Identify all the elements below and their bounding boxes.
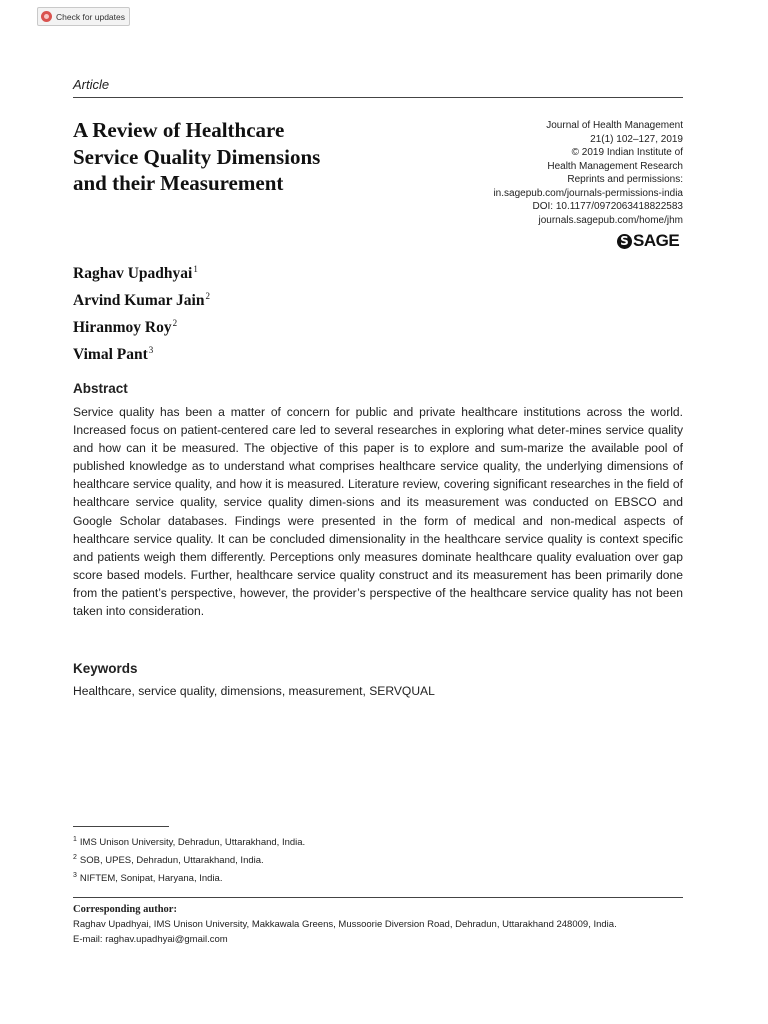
- journal-copyright: © 2019 Indian Institute of: [571, 147, 683, 158]
- title-line: and their Measurement: [73, 171, 284, 195]
- footnote-item: $^1$ IMS Unison University, Dehradun, Uttarakhand, India.: [73, 836, 306, 849]
- abstract-heading: Abstract: [73, 381, 128, 396]
- journal-info-block: [423, 119, 683, 227]
- journal-copyright-holder: Health Management Research: [547, 160, 683, 172]
- check-for-updates-button[interactable]: [37, 7, 130, 26]
- journal-permissions-link[interactable]: in.sagepub.com/journals-permissions-india: [493, 187, 683, 199]
- footnote-item: $^3$ NIFTEM, Sonipat, Haryana, India.: [73, 872, 223, 885]
- corresponding-address: Raghav Upadhyai, IMS Unison University, Makkawala Greens, Mussoorie Diversion Road, Dehradun, Uttarakhand 248009, India.: [73, 919, 617, 930]
- corresponding-author-block: [73, 902, 617, 947]
- article-title: [73, 117, 403, 197]
- affiliation-marker: 2: [205, 291, 210, 302]
- sage-mark-icon: S: [617, 234, 632, 249]
- check-for-updates-label: Check for updates: [56, 11, 125, 22]
- affiliation-marker: 3: [148, 345, 154, 356]
- author-list: [73, 258, 210, 367]
- sage-logo: [617, 230, 679, 252]
- journal-name: Journal of Health Management: [546, 120, 683, 131]
- journal-volume: 21(1) 102–127, 2019: [590, 133, 683, 145]
- journal-reprints-label: Reprints and permissions:: [567, 174, 683, 185]
- corresponding-divider: [73, 897, 683, 898]
- corresponding-heading: Corresponding author:: [73, 904, 177, 915]
- author-name: Raghav Upadhyai$^1$: [73, 264, 198, 283]
- footnote-item: $^2$ SOB, UPES, Dehradun, Uttarakhand, India.: [73, 854, 264, 867]
- journal-doi[interactable]: DOI: 10.1177/0972063418822583: [532, 201, 683, 212]
- abstract-text: Service quality has been a matter of concern for public and private healthcare institutions across the world. Increased focus on patient-centered care led to several researches in exploring what deter-mines service quality and how can it be measured. The objective of this paper is to explore and sum-marize the available pool of published knowledge as to understand what comprises healthcare service quality, the underlying dimensions of healthcare service quality, and how it is measured. Literature review, covering significant researches in the field of healthcare service quality, service quality dimen-sions and its measurement was conducted on EBSCO and Google Scholar databases. Findings were presented in the form of medical and non-medical aspects of healthcare service quality. It can be concluded dimensionality in the healthcare service quality is context specific and patients weigh them differently. Perceptions only measures dominate healthcare quality evaluation over gap score based models. Further, healthcare service quality construct and its measurement has been primarily done from the patient’s perspective, however, the provider’s perspective of the healthcare service quality has not been taken into consideration.: [73, 405, 683, 619]
- crossmark-icon: [41, 11, 52, 22]
- affiliation-marker: 1: [193, 264, 198, 274]
- article-type-label: Article: [73, 77, 110, 92]
- corresponding-email[interactable]: E-mail: raghav.upadhyai@gmail.com: [73, 934, 228, 945]
- affiliation-footnotes: [73, 832, 305, 886]
- header-divider: [73, 97, 683, 98]
- author-name: Vimal Pant$^3$: [73, 345, 154, 364]
- title-line: Service Quality Dimensions: [73, 144, 321, 169]
- author-name: Hiranmoy Roy$^2$: [73, 318, 178, 337]
- sage-wordmark: SAGE: [633, 231, 680, 250]
- keywords-text: Healthcare, service quality, dimensions, measurement, SERVQUAL: [73, 684, 435, 698]
- author-name: Arvind Kumar Jain$^2$: [73, 291, 210, 310]
- title-line: A Review of Healthcare: [73, 118, 285, 142]
- footnote-divider: [73, 826, 169, 827]
- keywords-heading: Keywords: [73, 661, 138, 676]
- affiliation-marker: 2: [172, 318, 178, 329]
- journal-home-link[interactable]: journals.sagepub.com/home/jhm: [538, 214, 683, 226]
